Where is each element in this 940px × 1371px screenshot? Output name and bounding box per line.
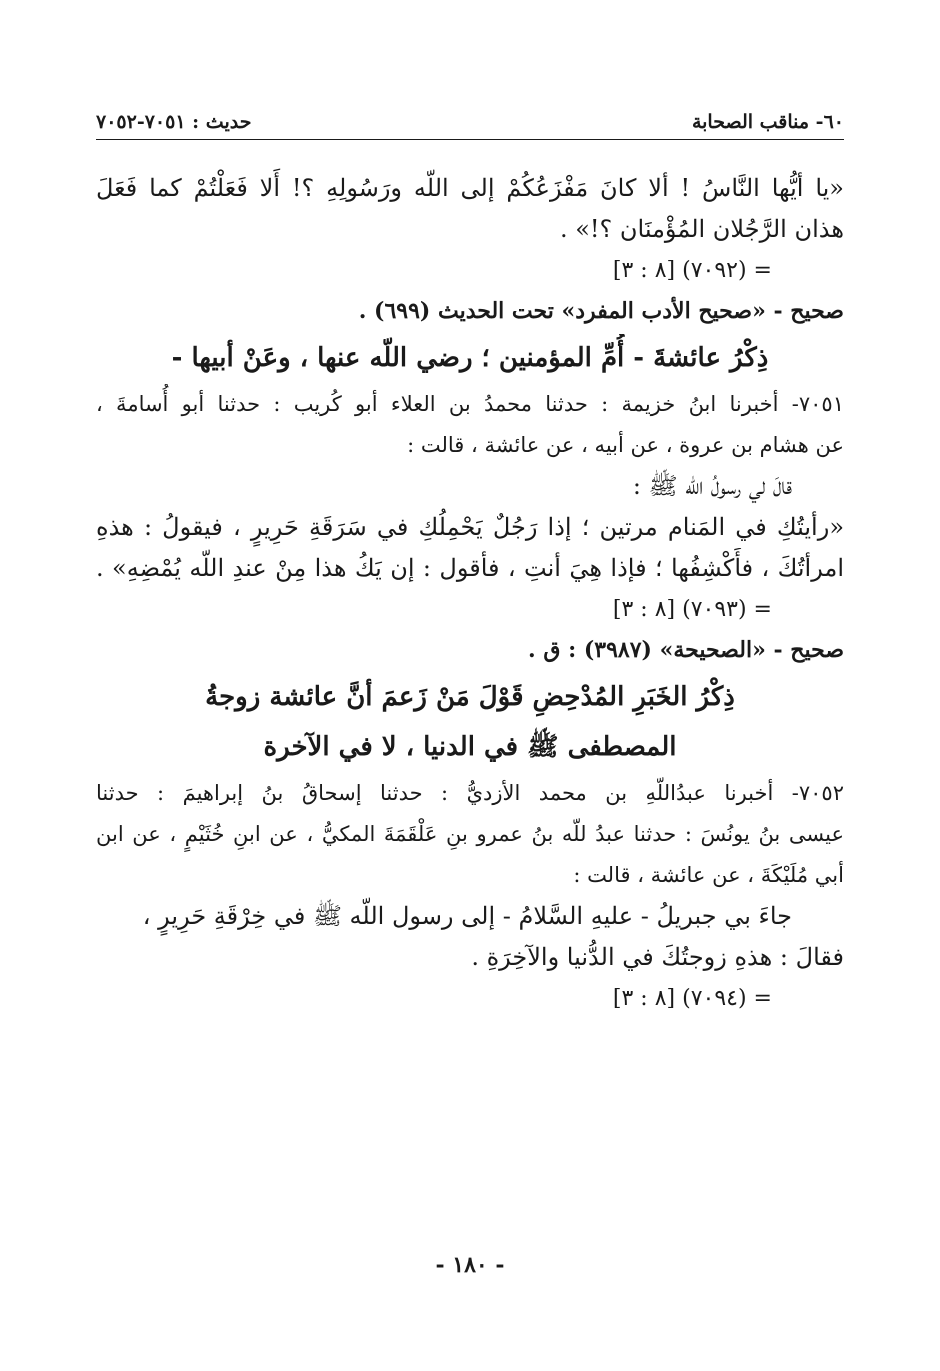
reference-line: = (٧٠٩٢) [٨ : ٣]	[612, 258, 772, 283]
hadith-isnad: ٧٠٥١- أخبرنا ابنُ خزيمة : حدثنا محمدُ بن العلاء أبو كُريب : حدثنا أبو أُسامةَ ،	[96, 392, 844, 416]
hadith-isnad: أبي مُلَيْكَةَ ، عن عائشة ، قالت :	[573, 863, 844, 887]
section-heading: ذِكْرُ عائشةَ - أُمِّ المؤمنين ؛ رضي اللّه عنها ، وعَنْ أبيها -	[171, 343, 769, 373]
section-heading: ذِكْرُ الخَبَرِ المُدْحِضِ قَوْلَ مَنْ زَعمَ أنَّ عائشة زوجةُ	[205, 682, 735, 712]
hadith-isnad: عيسى بنُ يونُسَ : حدثنا عبدُ للّه بنُ عمرو بنِ عَلْقَمَةَ المكيُّ ، عن ابنِ خُثَيْمٍ ، عن ابن	[96, 822, 844, 846]
page-header	[96, 100, 844, 140]
hadith-isnad: عن هشام بن عروة ، عن أبيه ، عن عائشة ، قالت :	[407, 433, 844, 457]
hadith-isnad: ٧٠٥٢- أخبرنا عبدُاللّهِ بن محمد الأزديُّ : حدثنا إسحاقُ بنُ إبراهيمَ : حدثنا	[96, 781, 844, 805]
text-line: «رأيتُكِ في المَنام مرتين ؛ إذا رَجُلٌ يَحْمِلُكِ في سَرَقَةِ حَرِيرٍ ، فيقولُ : هذهِ	[96, 513, 844, 541]
hadith-range: حديث : ٧٠٥١-٧٠٥٢	[96, 111, 252, 133]
text-line: فقالَ : هذهِ زوجتُكَ في الدُّنيا والآخِرَةِ .	[471, 943, 844, 971]
reference-line: = (٧٠٩٣) [٨ : ٣]	[612, 597, 772, 622]
section-heading: المصطفى ﷺ في الدنيا ، لا في الآخرة	[263, 732, 677, 762]
text-line: «يا أيُّها النَّاسُ ! ألا كانَ مَفْزَعُكُمْ إلى اللّه ورَسُولِهِ ؟! أَلا فَعَلْتُمْ كما فَعَلَ	[96, 174, 844, 202]
text-line: قالَ لي رسولُ اللّه ﷺ :	[632, 472, 792, 500]
grading-line: صحيح - «صحيح الأدب المفرد» تحت الحديث (٦٩٩) .	[358, 298, 844, 324]
text-line: امرأتُكَ ، فأَكْشِفُها ؛ فإذا هِيَ أنتِ ، فأقول : إن يَكُ هذا مِنْ عندِ اللّه يُمْضِهِ» .	[96, 554, 844, 582]
chapter-title: ٦٠- مناقب الصحابة	[691, 111, 844, 133]
page-number: - ١٨٠ -	[435, 1252, 505, 1278]
grading-line: صحيح - «الصحيحة» (٣٩٨٧) : ق .	[528, 637, 844, 663]
reference-line: = (٧٠٩٤) [٨ : ٣]	[612, 986, 772, 1011]
page-body	[96, 168, 844, 1019]
text-line: جاءَ بي جبريلُ - عليهِ السَّلامُ - إلى رسول اللّه ﷺ في خِرْقَةِ حَرِيرٍ ،	[142, 902, 792, 930]
text-line: هذان الرَّجُلان المُؤْمنَان ؟!» .	[559, 215, 844, 243]
